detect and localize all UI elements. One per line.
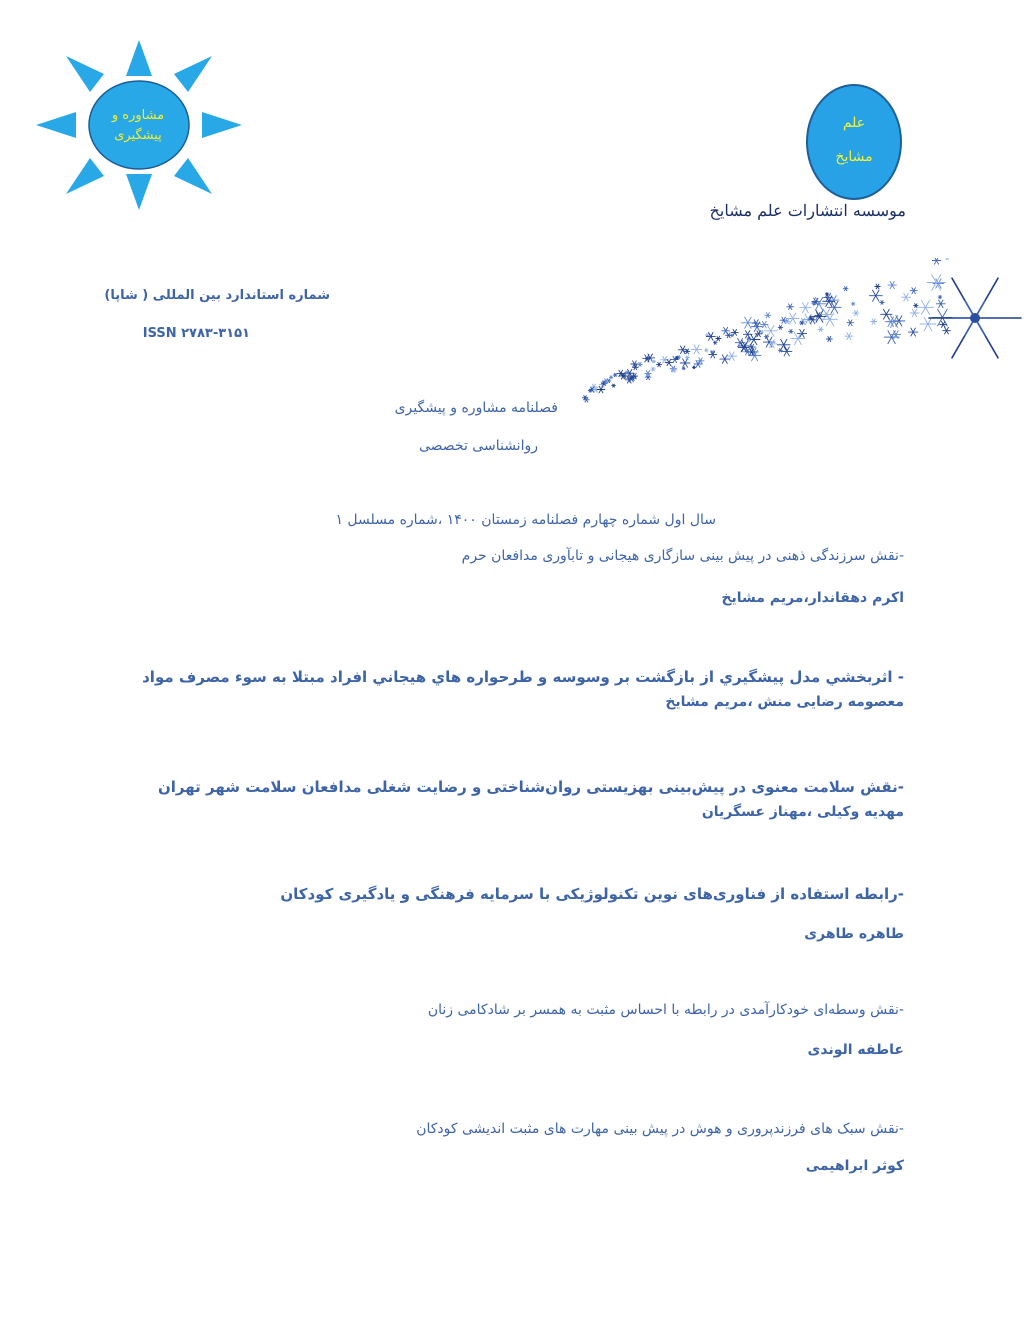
article-title-4: -رابطه استفاده از فناوری‌های نوین تکنولوژیکی با سرمایه فرهنگی و یادگیری کودکان <box>280 885 904 903</box>
publisher-logo-text <box>806 100 902 180</box>
article-authors-1: اکرم دهقاندار،مریم مشایخ <box>721 590 904 606</box>
article-authors-5: عاطفه الوندی <box>807 1042 904 1058</box>
article-title-5: -نقش وسطه‌ای خودکارآمدی در رابطه با احساس مثبت به همسر بر شادکامی زنان <box>427 1002 904 1018</box>
article-authors-2: معصومه رضایی منش ،مریم مشایخ <box>665 694 904 710</box>
article-title-6: -نقش سبک های فرزندپروری و هوش در پیش بینی مهارت های مثبت اندیشی کودکان <box>416 1121 904 1137</box>
publisher-logo-line1: علم <box>842 115 866 131</box>
article-authors-4: طاهره طاهری <box>804 926 904 942</box>
publisher-name: موسسه انتشارات علم مشایخ <box>709 201 906 220</box>
shapa-label: شماره استاندارد بین المللی ( شاپا) <box>104 288 330 303</box>
article-authors-6: کوثر ابراهیمی <box>805 1158 904 1174</box>
article-title-3: -نقش سلامت معنوی در پیش‌بینی بهزیستی روان‌شناختی و رضایت شغلی مدافعان سلامت شهر تهران <box>157 778 904 796</box>
journal-name: فصلنامه مشاوره و پیشگیری <box>394 400 558 416</box>
article-authors-3: مهدیه وکیلی ،مهناز عسگریان <box>701 804 904 820</box>
issue-info: سال اول شماره چهارم فصلنامه زمستان ۱۴۰۰ ،شماره مسلسل ۱ <box>335 512 716 528</box>
publisher-logo-line2: مشایخ <box>835 149 873 165</box>
article-title-1: -نقش سرزندگی ذهنی در پیش بینی سازگاری هیجانی و تابآوری مدافعان حرم <box>461 548 904 564</box>
sun-logo-line1: مشاوره و <box>111 108 165 123</box>
article-title-2: - اثربخشي مدل پيشگيري از بازگشت بر وسوسه و طرحواره هاي هيجاني افراد مبتلا به سوء مصرف مواد <box>142 668 904 686</box>
issn-number: ISSN ۲۷۸۳-۳۱۵۱ <box>142 326 250 341</box>
sun-logo-line2: پیشگیری <box>114 128 162 143</box>
snowflake-swoosh-icon <box>575 258 1024 406</box>
journal-subtitle: روانشناسی تخصصی <box>418 438 538 454</box>
sun-logo-text <box>90 86 186 166</box>
